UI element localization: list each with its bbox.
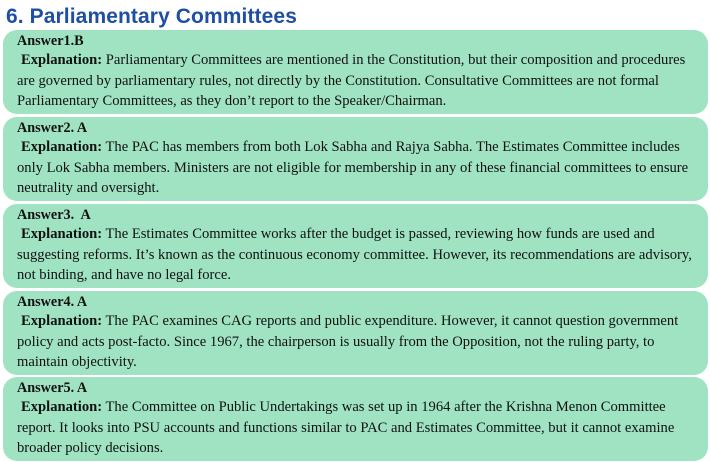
explanation-label: Explanation: <box>21 399 103 415</box>
section-title: 6. Parliamentary Committees <box>6 5 297 28</box>
explanation-label: Explanation: <box>21 139 103 155</box>
explanation-text: Parliamentary Committees are mentioned in the Constitution, but their composition and procedures are governed by parliamentary rules, not directly by the Constitution. Consultative Committees are not formal Parliamentary Committees, as they don’t report to the Speaker/Chairman. <box>17 52 686 109</box>
explanation-text: The PAC has members from both Lok Sabha and Rajya Sabha. The Estimates Committee includes only Lok Sabha members. Ministers are not eligible for membership in any of these financial committees to ensure neutrality and oversight. <box>17 139 689 196</box>
answer-explanation <box>17 311 700 373</box>
answer-heading: Answer5. A <box>17 380 88 396</box>
explanation-text: The Committee on Public Undertakings was set up in 1964 after the Krishna Menon Committee report. It looks into PSU accounts and functions similar to PAC and Estimates Committee, but it cannot examine broader policy decisions. <box>17 399 675 456</box>
answer-heading: Answer3. A <box>17 207 91 223</box>
answer-card-2 <box>3 117 708 201</box>
answer-heading: Answer2. A <box>17 120 88 136</box>
answer-heading: Answer4. A <box>17 294 88 310</box>
answer-explanation <box>17 137 700 199</box>
answer-card-1 <box>3 30 708 114</box>
answer-explanation <box>17 397 700 459</box>
explanation-text: The Estimates Committee works after the budget is passed, reviewing how funds are used and suggesting reforms. It’s known as the continuous economy committee. However, its recommendations are advisory, not binding, and have no legal force. <box>17 226 692 283</box>
answer-heading: Answer1.B <box>17 33 84 49</box>
answer-card-3 <box>3 204 708 288</box>
explanation-text: The PAC examines CAG reports and public expenditure. However, it cannot question government policy and acts post-facto. Since 1967, the chairperson is usually from the Opposition, not the ruling party, to maintain objectivity. <box>17 313 679 370</box>
answer-card-4 <box>3 291 708 375</box>
answer-card-5 <box>3 377 708 461</box>
answer-explanation <box>17 224 700 286</box>
explanation-label: Explanation: <box>21 226 103 242</box>
explanation-label: Explanation: <box>21 313 103 329</box>
explanation-label: Explanation: <box>21 52 103 68</box>
answer-explanation <box>17 50 700 112</box>
